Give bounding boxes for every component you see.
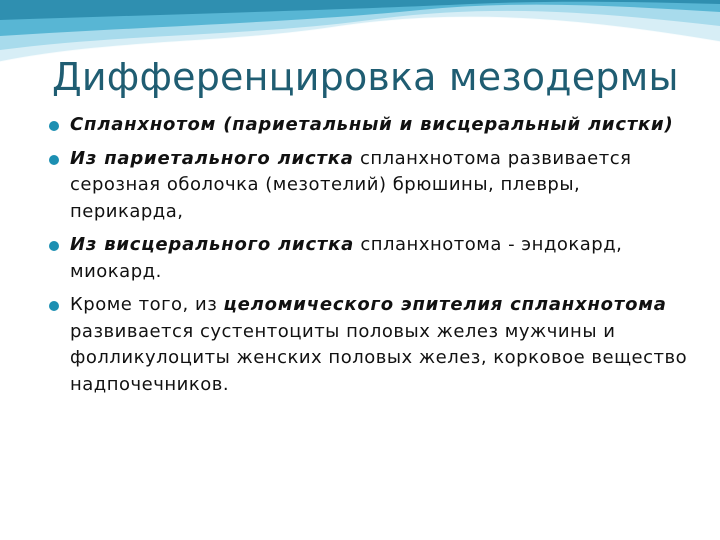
bullet-emphasis: Из висцерального листка bbox=[70, 234, 355, 255]
bullet-text: спланхнотома развивается серозная оболочка (мезотелий) брюшины, плевры, перикарда, bbox=[70, 147, 632, 222]
bullet-dot-icon bbox=[49, 155, 59, 165]
slide-title: Дифференцировка мезодермы bbox=[52, 55, 679, 99]
bullet-item-2 bbox=[47, 146, 697, 226]
bullet-emphasis: целомического эпителия спланхнотома bbox=[223, 294, 667, 315]
bullet-text: спланхнотома - эндокард, миокард. bbox=[70, 234, 623, 282]
bullet-emphasis: Спланхнотом (париетальный и висцеральный листки) bbox=[70, 114, 674, 135]
bullet-dot-icon bbox=[49, 241, 59, 251]
bullet-dot-icon bbox=[49, 121, 59, 131]
bullet-item-3 bbox=[47, 232, 697, 285]
bullet-item-4 bbox=[47, 292, 697, 398]
bullet-text-prefix: Кроме того, из bbox=[70, 294, 224, 315]
bullet-list bbox=[47, 112, 697, 405]
bullet-text: развивается сустентоциты половых желез мужчины и фолликулоциты женских половых желез, корковое вещество надпочечников. bbox=[70, 320, 688, 395]
bullet-emphasis: Из париетального листка bbox=[70, 147, 354, 169]
bullet-item-1 bbox=[47, 112, 697, 139]
bullet-dot-icon bbox=[49, 301, 59, 311]
